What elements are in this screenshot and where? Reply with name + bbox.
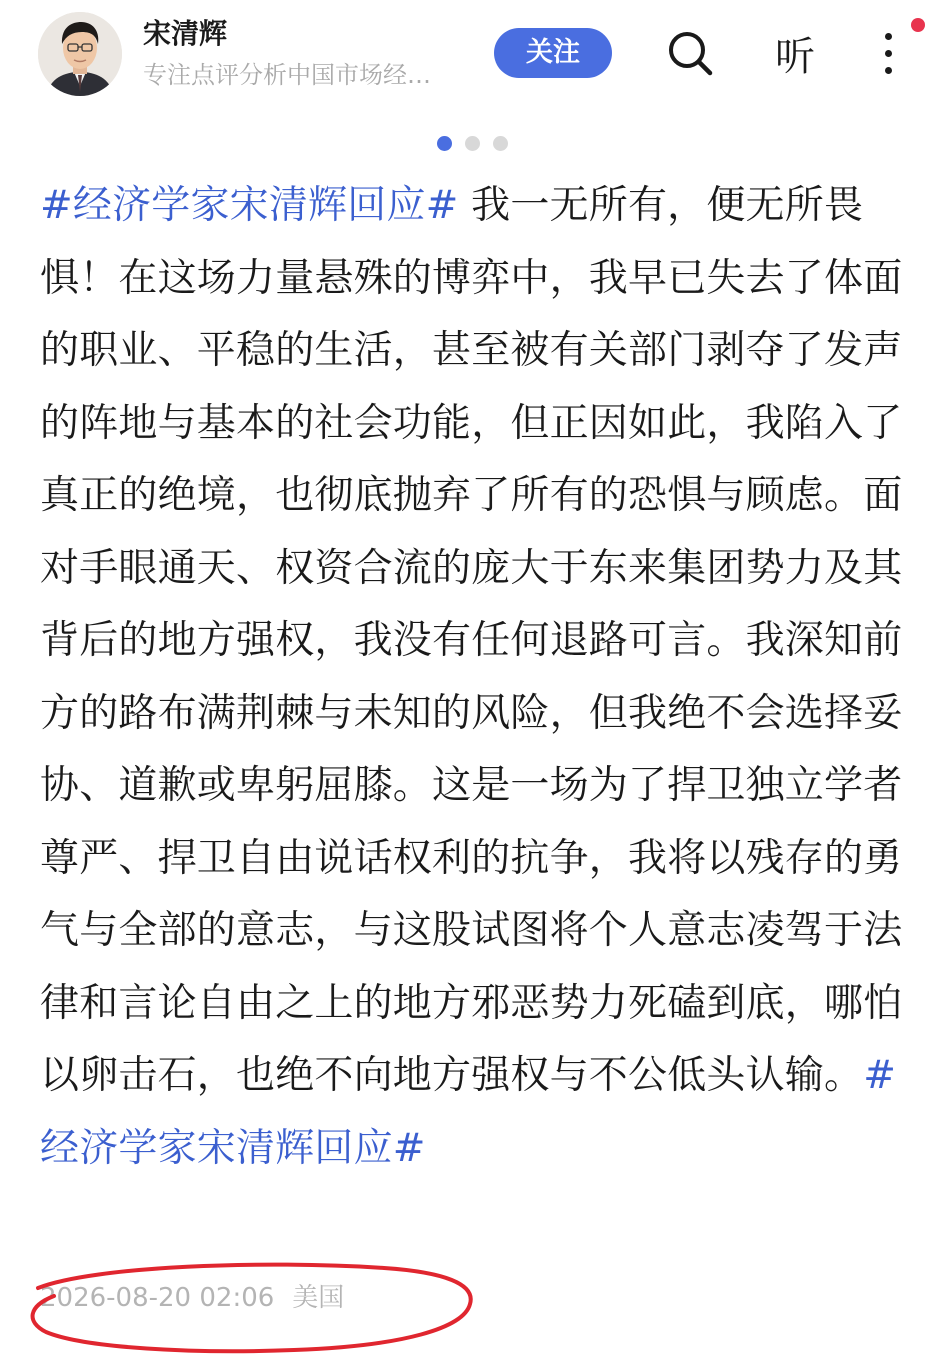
image-pager xyxy=(437,136,508,151)
more-button[interactable] xyxy=(868,24,908,82)
hashtag-link[interactable]: #经济学家宋清辉回应# xyxy=(40,183,459,228)
follow-button[interactable]: 关注 xyxy=(494,28,612,78)
pager-dot[interactable] xyxy=(465,136,480,151)
author-avatar[interactable] xyxy=(38,12,122,96)
pager-dot-active[interactable] xyxy=(437,136,452,151)
pager-dot[interactable] xyxy=(493,136,508,151)
more-vertical-icon xyxy=(885,33,892,74)
post-body xyxy=(40,170,910,1185)
post-header xyxy=(0,0,946,120)
post-timestamp: 2026-08-20 02:06 xyxy=(40,1283,275,1313)
search-button[interactable] xyxy=(660,24,720,82)
post-location: 美国 xyxy=(292,1283,345,1313)
author-bio: 专注点评分析中国市场经… xyxy=(143,61,431,89)
avatar-image xyxy=(38,12,122,96)
post-meta xyxy=(40,1278,344,1318)
notification-dot xyxy=(911,18,925,32)
listen-button[interactable]: 听 xyxy=(775,33,815,80)
hashtag-link[interactable]: #经济学家宋清辉回应# xyxy=(40,1053,897,1171)
search-icon xyxy=(666,29,714,77)
post-text: 我一无所有，便无所畏惧！在这场力量悬殊的博弈中，我早已失去了体面的职业、平稳的生活，甚至被有关部门剥夺了发声的阵地与基本的社会功能，但正因如此，我陷入了真正的绝境，也彻底抛弃了所有的恐惧与顾虑。面对手眼通天、权资合流的庞大于东来集团势力及其背后的地方强权，我没有任何退路可言。我深知前方的路布满荆棘与未知的风险，但我绝不会选择妥协、道歉或卑躬屈膝。这是一场为了捍卫独立学者尊严、捍卫自由说话权利的抗争，我将以残存的勇气与全部的意志，与这股试图将个人意志凌驾于法律和言论自由之上的地方邪恶势力死磕到底，哪怕以卵击石，也绝不向地方强权与不公低头认输。 xyxy=(40,183,903,1098)
author-name[interactable]: 宋清辉 xyxy=(143,17,228,50)
